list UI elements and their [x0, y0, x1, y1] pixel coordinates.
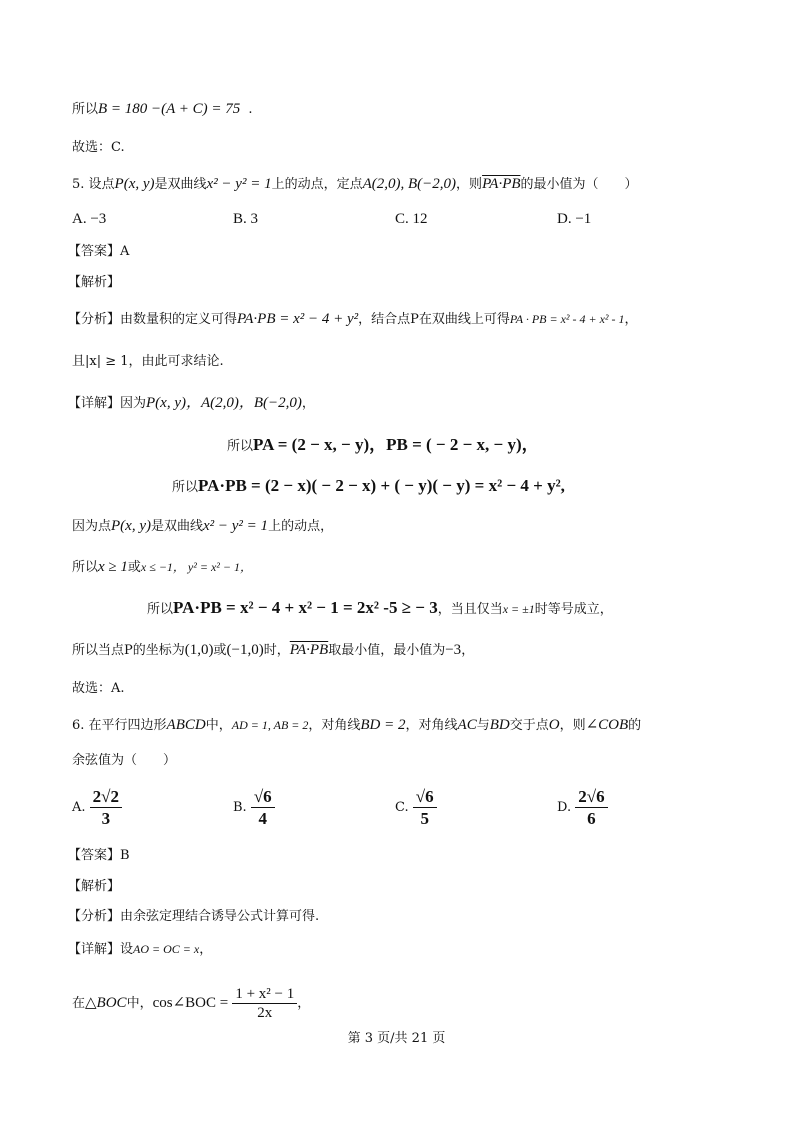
equation-2 [172, 476, 565, 498]
text-line [72, 516, 333, 537]
option-b [233, 211, 258, 228]
text: 所以 [72, 102, 99, 117]
math-expression: AO = OC = x [133, 942, 200, 956]
text: ，对角线 [405, 718, 458, 733]
analysis-text [68, 309, 638, 330]
numerator: √6 [251, 786, 275, 808]
text: ， [297, 996, 311, 1011]
text: 中， [126, 996, 153, 1011]
text: ，当且仅当 [437, 602, 503, 617]
text: 取最小值，最小值为 [328, 643, 446, 658]
fraction [251, 786, 275, 829]
math-expression: PA·PB [482, 176, 521, 192]
option-letter: A. [72, 800, 86, 815]
fraction [575, 786, 607, 829]
text: ， [624, 312, 638, 327]
text: ， [461, 643, 475, 658]
text: 所以 [72, 560, 99, 575]
text: 时， [263, 643, 290, 658]
text: 上的动点， [268, 519, 334, 534]
analysis-text-cont [72, 352, 224, 372]
text: 与 [476, 718, 490, 733]
math-expression: O [548, 717, 560, 733]
text: 或 [213, 643, 227, 658]
option-d [557, 211, 591, 228]
answer-label [68, 846, 130, 866]
text-line [72, 640, 474, 661]
math-expression: AD = 1, AB = 2 [231, 718, 309, 732]
numerator: √6 [413, 786, 437, 808]
fraction [90, 786, 122, 829]
text: 故选：C. [72, 140, 125, 155]
text: 中， [205, 718, 232, 733]
fraction [413, 786, 437, 829]
math-expression: P(x, y)，A(2,0)，B(−2,0) [146, 395, 302, 411]
detail-text [68, 939, 212, 960]
question-6-cont [72, 751, 176, 771]
math-expression: cos∠BOC = [152, 995, 229, 1011]
text: 【答案】B [68, 848, 130, 863]
math-expression: PA·PB = x² − 4 + x² − 1 = 2x² -5 ≥ − 3 [173, 598, 438, 617]
option-c [395, 786, 437, 829]
text: ， [199, 942, 213, 957]
text: 是双曲线 [150, 519, 203, 534]
text: 【分析】由数量积的定义可得 [68, 312, 238, 327]
text: 【解析】 [68, 275, 121, 290]
denominator: 6 [587, 809, 596, 828]
text-line [72, 985, 310, 1022]
text: 【分析】由余弦定理结合诱导公式计算可得. [68, 909, 320, 924]
equation-3 [147, 598, 613, 620]
denominator: 5 [420, 809, 429, 828]
option-letter: D. [557, 800, 572, 815]
math-expression: PA·PB = (2 − x)( − 2 − x) + ( − y)( − y) = x² − 4 + y², [198, 476, 565, 495]
text: ，则 [456, 177, 483, 192]
text: 的最小值为（ ） [520, 177, 638, 192]
numerator: 1 + x² − 1 [232, 985, 297, 1004]
math-expression: ∠COB [585, 717, 629, 733]
denominator: 4 [258, 809, 267, 828]
math-expression: −3 [445, 642, 462, 658]
math-expression: BD [489, 717, 510, 733]
equation-1 [227, 435, 539, 457]
text: 的 [628, 718, 642, 733]
text: ，则 [559, 718, 586, 733]
text: 在 [72, 996, 86, 1011]
answer-label [68, 242, 129, 262]
text: 余弦值为（ ） [72, 753, 177, 768]
math-expression: AC [457, 717, 477, 733]
math-expression: BD = 2 [360, 717, 406, 733]
text: 时等号成立， [534, 602, 613, 617]
text: 6. 在平行四边形 [72, 718, 167, 733]
option-label: A. −3 [72, 211, 107, 227]
text-line [72, 557, 252, 578]
analysis-label [68, 273, 120, 293]
question-5 [72, 174, 638, 195]
option-letter: B. [233, 800, 247, 815]
math-expression: (1,0) [184, 642, 214, 658]
text: 上的动点，定点 [271, 177, 363, 192]
math-expression: PA = (2 − x, − y)，PB = ( − 2 − x, − y)， [253, 435, 539, 454]
math-expression: A(2,0), B(−2,0) [362, 176, 457, 192]
text: 或 [127, 560, 141, 575]
text: 故选：A. [72, 681, 125, 696]
text: . [248, 102, 253, 117]
text-line [72, 138, 125, 158]
math-expression: x² − y² = 1 [206, 176, 272, 192]
math-expression: B = 180 −(A + C) = 75 [98, 101, 241, 117]
text-line [72, 99, 252, 120]
math-expression: PA · PB = x² - 4 + x² - 1 [509, 312, 625, 326]
math-expression: x ≥ 1 [98, 559, 128, 575]
text: 5. 设点 [72, 177, 115, 192]
math-expression: x ≤ −1， y² = x² − 1， [140, 560, 252, 574]
math-expression: (−1,0) [226, 642, 264, 658]
text: 【解析】 [68, 879, 121, 894]
denominator: 3 [101, 809, 111, 828]
analysis-label [68, 877, 120, 897]
option-label: D. −1 [557, 211, 592, 227]
math-expression: P(x, y) [111, 518, 151, 534]
text: 【详解】因为 [68, 396, 147, 411]
page-number: 第 3 页/共 21 页 [347, 1031, 446, 1046]
math-expression: △BOC [85, 995, 127, 1011]
text: 因为点 [72, 519, 112, 534]
option-letter: C. [395, 800, 409, 815]
option-d [557, 786, 608, 829]
option-a [72, 211, 106, 228]
numerator: 2√2 [90, 786, 122, 808]
text: 【答案】A [68, 244, 130, 259]
text: 所以当点P的坐标为 [72, 643, 185, 658]
numerator: 2√6 [575, 786, 607, 808]
page-footer [0, 1027, 793, 1046]
math-expression: PA·PB [289, 642, 329, 658]
text: 是双曲线 [154, 177, 207, 192]
math-expression: P(x, y) [114, 176, 155, 192]
fraction [232, 985, 297, 1022]
text: ， [301, 396, 315, 411]
text: 且|x| ≥ 1，由此可求结论. [72, 354, 224, 369]
text: 交于点 [509, 718, 549, 733]
question-6 [72, 715, 641, 736]
option-label: B. 3 [233, 211, 259, 227]
option-label: C. 12 [395, 211, 428, 227]
text: ，对角线 [308, 718, 361, 733]
option-b [233, 786, 275, 829]
math-expression: x² − y² = 1 [203, 518, 269, 534]
text: 所以 [147, 602, 174, 617]
text: 所以 [227, 439, 254, 454]
math-expression: PA·PB = x² − 4 + y² [237, 311, 359, 327]
text-line [72, 679, 125, 699]
math-expression: x = ±1 [502, 602, 535, 616]
text: 【详解】设 [68, 942, 134, 957]
detail-text [68, 393, 315, 414]
option-a [72, 786, 122, 829]
text: 所以 [172, 480, 199, 495]
denominator: 2x [257, 1005, 273, 1021]
analysis-text [68, 907, 319, 927]
text: ，结合点P在双曲线上可得 [358, 312, 510, 327]
option-c [395, 211, 428, 228]
math-expression: ABCD [166, 717, 206, 733]
